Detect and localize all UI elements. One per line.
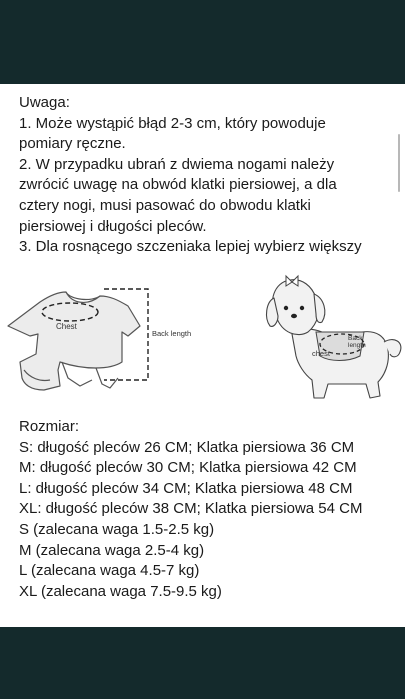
notes-title: Uwaga: — [19, 94, 70, 111]
size-line: L: długość pleców 34 CM; Klatka piersiowa 48 CM — [19, 479, 353, 497]
shirt-illustration — [0, 274, 205, 404]
shirt-chest-label: Chest — [56, 322, 77, 331]
size-line: XL (zalecana waga 7.5-9.5 kg) — [19, 582, 222, 600]
scrollbar[interactable] — [398, 134, 400, 192]
size-line: M: długość pleców 30 CM; Klatka piersiowa 42 CM — [19, 459, 357, 477]
dog-chest-label: chest — [312, 349, 330, 358]
sizes-section — [19, 417, 391, 602]
notes-line: pomiary ręczne. — [19, 135, 126, 153]
dog-back-label: Back — [348, 335, 363, 342]
notes-line: piersiowej i długości pleców. — [19, 217, 207, 235]
size-line: L (zalecana waga 4.5-7 kg) — [19, 562, 200, 580]
sizes-title: Rozmiar: — [19, 418, 80, 435]
notes-line: zwrócić uwagę na obwód klatki piersiowej, a dla — [19, 176, 337, 194]
size-line: M (zalecana waga 2.5-4 kg) — [19, 541, 205, 559]
size-line: S: długość pleców 26 CM; Klatka piersiowa 36 CM — [19, 438, 355, 456]
notes-line: cztery nogi, musi pasować do obwodu klatki — [19, 196, 311, 214]
shirt-back-length-label: Back length — [152, 329, 192, 338]
dog-length-label: length — [348, 342, 366, 349]
notes-section — [19, 93, 391, 258]
size-line: S (zalecana waga 1.5-2.5 kg) — [19, 520, 215, 538]
top-dark-bar — [0, 0, 405, 84]
size-line: XL: długość pleców 38 CM; Klatka piersiowa 54 CM — [19, 500, 363, 518]
notes-line: 1. Może wystąpić błąd 2-3 cm, który powoduje — [19, 114, 326, 132]
notes-line: 2. W przypadku ubrań z dwiema nogami należy — [19, 155, 335, 173]
notes-line: 3. Dla rosnącego szczeniaka lepiej wybierz większy — [19, 238, 362, 256]
dog-illustration — [252, 272, 405, 408]
bottom-dark-bar — [0, 627, 405, 699]
